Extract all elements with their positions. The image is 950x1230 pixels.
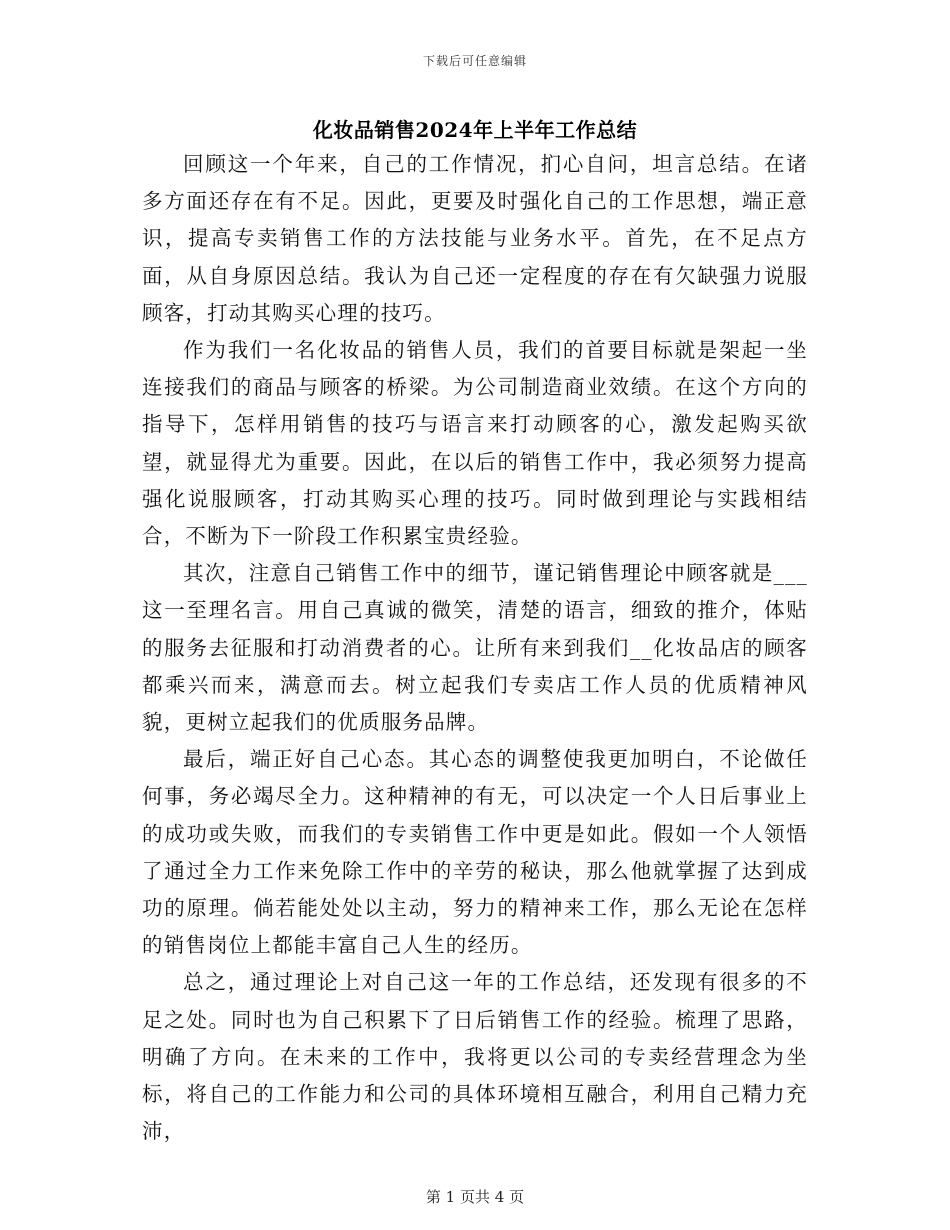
paragraph-4: 最后，端正好自己心态。其心态的调整使我更加明白，不论做任何事，务必竭尽全力。这种精神的有无，可以决定一个人日后事业上的成功或失败，而我们的专卖销售工作中更是如此。假如一个人领悟了通过全力工作来免除工作中的辛劳的秘诀，那么他就掌握了达到成功的原理。倘若能处处以主动，努力的精神来工作，那么无论在怎样的销售岗位上都能丰富自己人生的经历。	[142, 747, 808, 958]
document-title: 化妆品销售2024年上半年工作总结	[312, 118, 638, 142]
paragraph-5: 总之，通过理论上对自己这一年的工作总结，还发现有很多的不足之处。同时也为自己积累下了日后销售工作的经验。梳理了思路，明确了方向。在未来的工作中，我将更以公司的专卖经营理念为坐标，将自己的工作能力和公司的具体环境相互融合，利用自己精力充沛，	[142, 970, 808, 1144]
paragraph-3: 其次，注意自己销售工作中的细节，谨记销售理论中顾客就是___这一至理名言。用自己真诚的微笑，清楚的语言，细致的推介，体贴的服务去征服和打动消费者的心。让所有来到我们__化妆品店的顾客都乘兴而来，满意而去。树立起我们专卖店工作人员的优质精神风貌，更树立起我们的优质服务品牌。	[142, 561, 808, 735]
document-body	[142, 146, 808, 1150]
paragraph-1: 回顾这一个年来，自己的工作情况，扪心自问，坦言总结。在诸多方面还存在有不足。因此，更要及时强化自己的工作思想，端正意识，提高专卖销售工作的方法技能与业务水平。首先，在不足点方面，从自身原因总结。我认为自己还一定程度的存在有欠缺强力说服顾客，打动其购买心理的技巧。	[142, 152, 808, 325]
paragraph-2: 作为我们一名化妆品的销售人员，我们的首要目标就是架起一坐连接我们的商品与顾客的桥梁。为公司制造商业效绩。在这个方向的指导下，怎样用销售的技巧与语言来打动顾客的心，激发起购买欲望，就显得尤为重要。因此，在以后的销售工作中，我必须努力提高强化说服顾客，打动其购买心理的技巧。同时做到理论与实践相结合，不断为下一阶段工作积累宝贵经验。	[142, 338, 808, 549]
page-header-note: 下载后可任意编辑	[422, 54, 527, 68]
page-number: 第 1 页共 4 页	[425, 1188, 525, 1206]
